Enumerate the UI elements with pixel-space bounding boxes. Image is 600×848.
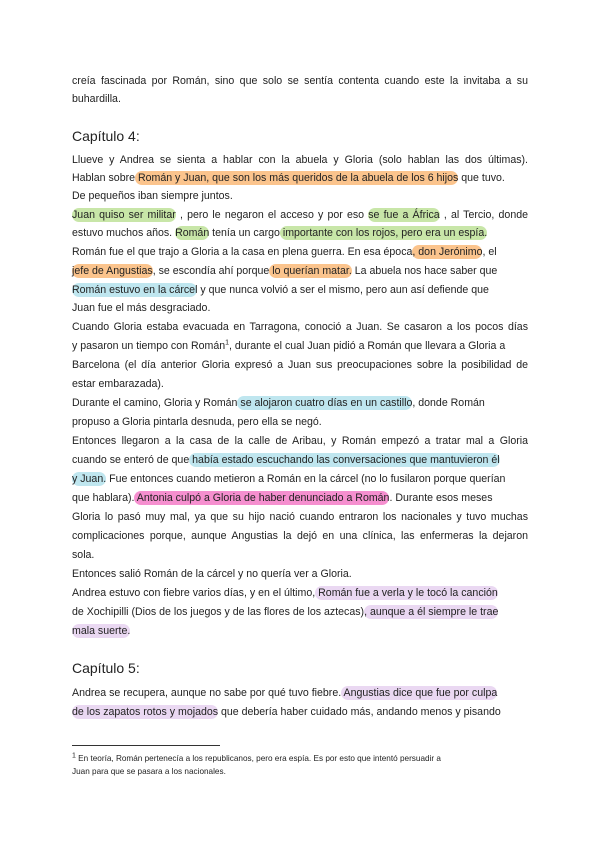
text-span: Andrea estuvo con fiebre varios días, y en el último, bbox=[72, 587, 316, 599]
text-span: , al Tercio, donde bbox=[443, 209, 528, 221]
ch4-line-24 bbox=[72, 584, 528, 602]
highlight-green: importante con los rojos, pero era un espía. bbox=[279, 227, 488, 239]
intro-line-2: buhardilla. bbox=[72, 93, 121, 105]
text-span: que hablara). bbox=[72, 492, 135, 504]
highlight-green: Román bbox=[175, 227, 210, 239]
highlight-orange: , don Jerónimo bbox=[412, 246, 483, 258]
ch4-line-25 bbox=[72, 603, 528, 621]
text-span: cuando se enteró de que bbox=[72, 454, 190, 466]
text-span: La abuela nos hace saber que bbox=[351, 265, 498, 277]
footnote-line-1 bbox=[72, 752, 528, 765]
ch4-line-12: Barcelona (el día anterior Gloria expresó a Juan sus preocupaciones sobre la posibilidad de bbox=[72, 359, 528, 371]
ch4-line-21: complicaciones porque, aunque Angustias la dejó en una clínica, las enfermeras la dejaron bbox=[72, 530, 528, 542]
ch4-line-4 bbox=[72, 206, 528, 224]
text-span: Andrea se recupera, aunque no sabe por qué tuvo fiebre. bbox=[72, 687, 342, 699]
ch4-line-19 bbox=[72, 489, 528, 507]
ch4-line-13: estar embarazada). bbox=[72, 378, 164, 390]
ch4-line-1: Llueve y Andrea se sienta a hablar con la abuela y Gloria (solo hablan las dos últimas). bbox=[72, 154, 528, 166]
highlight-pink: Antonia culpó a Gloria de haber denunciado a Román bbox=[134, 492, 390, 504]
footnote-marker: 1 bbox=[72, 752, 76, 760]
highlight-orange: jefe de Angustias bbox=[72, 265, 153, 277]
text-span: y que nunca volvió a ser el mismo, pero aun así defiende que bbox=[197, 284, 489, 296]
highlight-violet: , aunque a él siempre le trae bbox=[364, 606, 499, 618]
intro-line-1: creía fascinada por Román, sino que solo se sentía contenta cuando este la invitaba a su bbox=[72, 75, 528, 87]
text-span: Román fue el que trajo a Gloria a la casa en plena guerra. En esa época bbox=[72, 246, 413, 258]
highlight-violet: mala suerte. bbox=[72, 625, 131, 637]
text-span: y pasaron un tiempo con Román bbox=[72, 340, 226, 352]
highlight-violet: de los zapatos rotos y mojados bbox=[72, 706, 219, 718]
ch4-line-9: Juan fue el más desgraciado. bbox=[72, 302, 211, 314]
chapter-4-heading: Capítulo 4: bbox=[72, 128, 140, 144]
ch5-line-2 bbox=[72, 703, 528, 721]
ch4-line-6 bbox=[72, 243, 528, 261]
highlight-green: se fue a África bbox=[368, 209, 440, 221]
text-span: que debería haber cuidado más, andando menos y pisando bbox=[218, 706, 501, 718]
text-span: tenía un cargo bbox=[209, 227, 280, 239]
ch4-line-16: Entonces llegaron a la casa de la calle de Aribau, y Román empezó a tratar mal a Gloria bbox=[72, 435, 528, 447]
highlight-green: Juan quiso ser militar bbox=[72, 209, 176, 221]
text-span: , se escondía ahí porque bbox=[152, 265, 270, 277]
text-span: estuvo muchos años. bbox=[72, 227, 176, 239]
text-span: . Durante esos meses bbox=[389, 492, 493, 504]
ch5-line-1 bbox=[72, 684, 528, 702]
ch4-line-2 bbox=[72, 169, 528, 187]
text-span: de Xochipilli (Dios de los juegos y de las flores de los aztecas) bbox=[72, 606, 365, 618]
text-span: que tuvo. bbox=[458, 172, 505, 184]
text-span: , el bbox=[482, 246, 497, 258]
ch4-line-26 bbox=[72, 622, 528, 640]
text-span: Durante el camino, Gloria y Román bbox=[72, 397, 238, 409]
ch4-line-3: De pequeños iban siempre juntos. bbox=[72, 190, 233, 202]
text-span: Hablan sobre bbox=[72, 172, 136, 184]
ch4-line-18 bbox=[72, 470, 528, 488]
highlight-blue: y Juan. bbox=[72, 473, 107, 485]
ch4-line-17 bbox=[72, 451, 528, 469]
highlight-orange: Román y Juan, que son los más queridos de la abuela de los 6 hijos bbox=[135, 172, 459, 184]
footnote-divider bbox=[72, 745, 220, 746]
ch4-line-7 bbox=[72, 262, 528, 280]
highlight-violet: Angustias dice que fue por culpa bbox=[341, 687, 498, 699]
text-span: , durante el cual Juan pidió a Román que llevara a Gloria a bbox=[229, 340, 506, 352]
highlight-blue: Román estuvo en la cárcel bbox=[72, 284, 198, 296]
text-span: , pero le negaron el acceso y por eso bbox=[179, 209, 365, 221]
ch4-line-14 bbox=[72, 394, 528, 412]
ch4-line-22: sola. bbox=[72, 549, 95, 561]
ch4-line-23: Entonces salió Román de la cárcel y no quería ver a Gloria. bbox=[72, 568, 352, 580]
footnote-line-2: Juan para que se pasara a los nacionales. bbox=[72, 767, 226, 776]
chapter-5-heading: Capítulo 5: bbox=[72, 660, 140, 676]
highlight-violet: Román fue a verla y le tocó la canción bbox=[315, 587, 498, 599]
ch4-line-5 bbox=[72, 224, 528, 242]
text-span: Fue entonces cuando metieron a Román en la cárcel (no lo fusilaron porque querían bbox=[106, 473, 506, 485]
ch4-line-10: Cuando Gloria estaba evacuada en Tarragona, conoció a Juan. Se casaron a los pocos días bbox=[72, 321, 528, 333]
ch4-line-8 bbox=[72, 281, 528, 299]
text-span: , donde Román bbox=[412, 397, 485, 409]
footnote-text: En teoría, Román pertenecía a los republicanos, pero era espía. Es por esto que intentó persuadir a bbox=[75, 754, 441, 763]
highlight-blue: se alojaron cuatro días en un castillo bbox=[237, 397, 413, 409]
ch4-line-15: propuso a Gloria pintarla desnuda, pero ella se negó. bbox=[72, 416, 322, 428]
highlight-blue: había estado escuchando las conversaciones que mantuvieron él bbox=[189, 454, 500, 466]
ch4-line-11 bbox=[72, 337, 528, 355]
ch4-line-20: Gloria lo pasó muy mal, ya que su hijo nació cuando entraron los nacionales y tuvo muchas bbox=[72, 511, 528, 523]
footnote-reference[interactable]: 1 bbox=[225, 339, 230, 347]
highlight-orange: lo querían matar. bbox=[269, 265, 352, 277]
